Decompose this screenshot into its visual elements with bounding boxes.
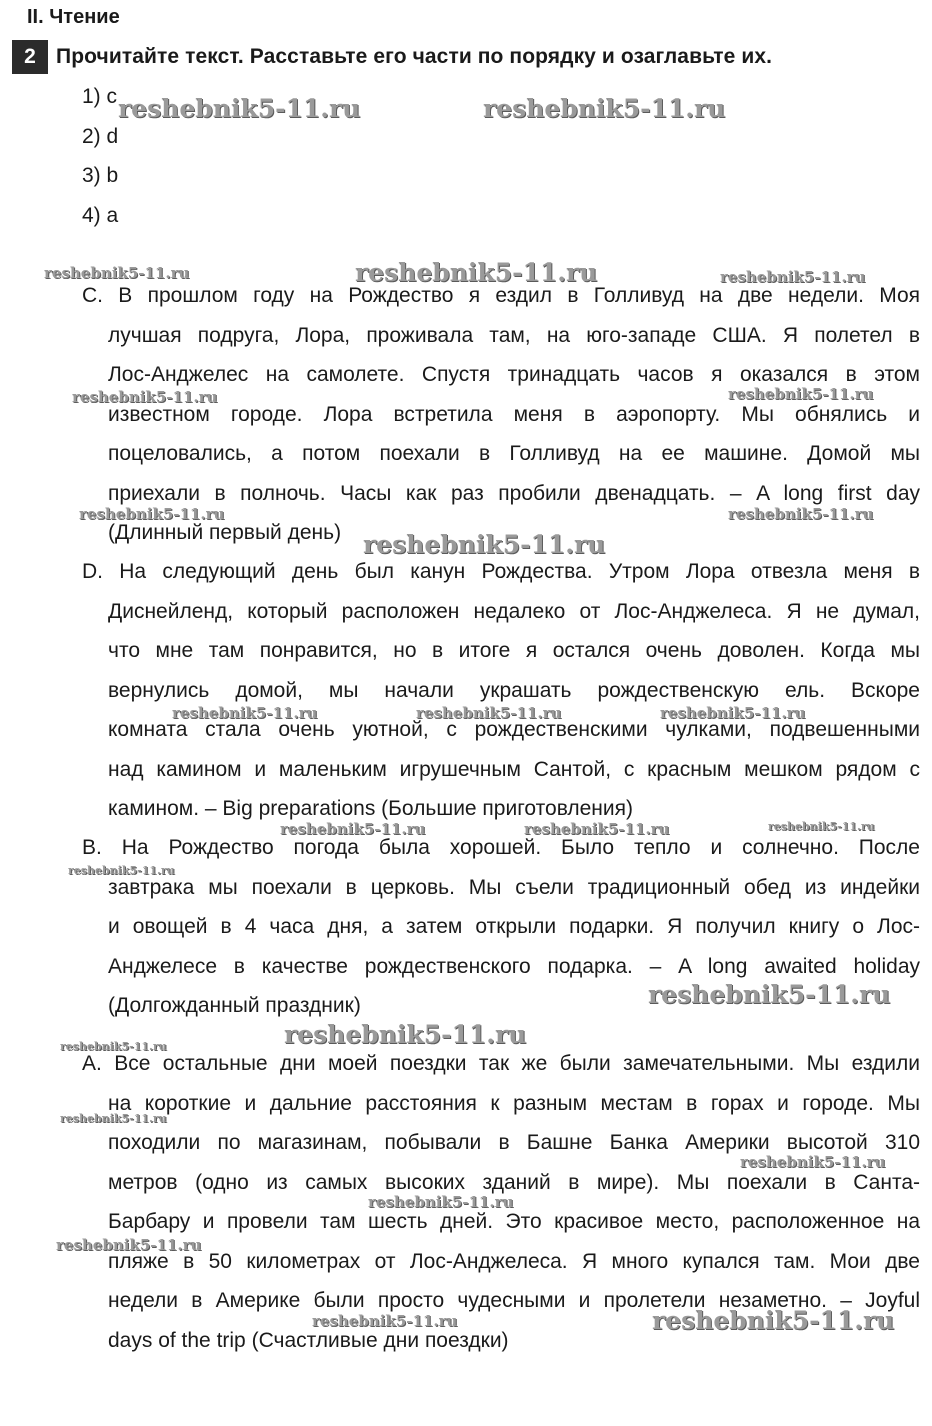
watermark: reshebnik5-11.ru [720,268,866,286]
paragraph-b [82,828,920,1026]
paragraph-line: недели в Америке были просто чудесными и пролетели незаметно. – Joyful [108,1289,920,1312]
watermark: reshebnik5-11.ru [652,1306,895,1335]
watermark: reshebnik5-11.ru [172,704,318,722]
watermark: reshebnik5-11.ru [68,864,175,877]
paragraph-line: Диснейленд, который расположен недалеко от Лос-Анджелеса. Я не думал, [108,599,920,623]
paragraph-a [82,1044,920,1360]
watermark: reshebnik5-11.ru [363,530,606,559]
watermark: reshebnik5-11.ru [60,1040,167,1053]
watermark: reshebnik5-11.ru [740,1153,886,1171]
section-title: II. Чтение [27,6,120,28]
paragraph-line: days of the trip (Счастливые дни поездки) [108,1328,509,1352]
task-number-badge: 2 [12,40,48,74]
paragraph-line: вернулись домой, мы начали украшать рождественскую ель. Вскоре [108,678,920,702]
paragraph-line: поцеловались, а потом поехали в Голливуд на ее машине. Домой мы [108,442,920,465]
paragraph-line: приехали в полночь. Часы как раз пробили двенадцать. – A long first day [108,481,920,505]
answer-item: 2) d [82,124,119,148]
task-header [12,40,772,74]
paragraph-line: D. На следующий день был канун Рождества. Утром Лора отвезла меня в [82,560,920,583]
paragraph-line: (Длинный первый день) [108,521,342,544]
paragraph-d [82,552,920,829]
paragraph-line: походили по магазинам, побывали в Башне Банка Америки высотой 310 [108,1131,920,1154]
paragraph-line: пляже в 50 километрах от Лос-Анджелеса. Я много купался там. Мои две [108,1249,920,1273]
watermark: reshebnik5-11.ru [648,980,891,1009]
paragraph-line: (Долгожданный праздник) [108,994,361,1017]
watermark: reshebnik5-11.ru [355,258,598,287]
watermark: reshebnik5-11.ru [118,94,361,123]
answer-item: 3) b [82,164,119,187]
watermark: reshebnik5-11.ru [728,505,874,523]
paragraph-line: Лос-Анджелес на самолете. Спустя тринадцать часов я оказался в этом [108,363,920,386]
paragraph-line: камином. – Big preparations (Большие приготовления) [108,797,633,820]
paragraph-c [82,276,920,553]
watermark: reshebnik5-11.ru [284,1020,527,1049]
watermark: reshebnik5-11.ru [44,264,190,282]
watermark: reshebnik5-11.ru [768,820,875,833]
watermark: reshebnik5-11.ru [728,385,874,403]
watermark: reshebnik5-11.ru [79,505,225,523]
paragraph-line: комната стала очень уютной, с рождественскими чулками, подвешенными [108,718,920,741]
watermark: reshebnik5-11.ru [483,94,726,123]
paragraph-line: завтрака мы поехали в церковь. Мы съели традиционный обед из индейки [108,875,920,899]
answer-item: 1) c [82,85,118,108]
paragraph-line: A. Все остальные дни моей поездки так же были замечательными. Мы ездили [82,1052,920,1075]
watermark: reshebnik5-11.ru [280,820,426,838]
answer-list [82,84,118,242]
watermark: reshebnik5-11.ru [524,820,670,838]
watermark: reshebnik5-11.ru [312,1312,458,1330]
paragraph-line: B. На Рождество погода была хорошей. Было тепло и солнечно. После [82,836,920,859]
paragraph-line: что мне там понравится, но в итоге я остался очень доволен. Когда мы [108,639,920,662]
watermark: reshebnik5-11.ru [56,1236,202,1254]
paragraph-line: лучшая подруга, Лора, проживала там, на юго-западе США. Я полетел в [108,323,920,347]
watermark: reshebnik5-11.ru [660,704,806,722]
paragraph-line: метров (одно из самых высоких зданий в мире). Мы поехали в Санта- [108,1170,920,1194]
task-instruction: Прочитайте текст. Расставьте его части по порядку и озаглавьте их. [56,45,773,68]
paragraph-line: Барбару и провели там шесть дней. Это красивое место, расположенное на [108,1210,920,1233]
paragraph-line: известном городе. Лора встретила меня в аэропорту. Мы обнялись и [108,402,920,426]
paragraph-line: на короткие и дальние расстояния к разным местам в горах и городе. Мы [108,1091,920,1115]
watermark: reshebnik5-11.ru [416,704,562,722]
watermark: reshebnik5-11.ru [368,1193,514,1211]
paragraph-line: C. В прошлом году на Рождество я ездил в Голливуд на две недели. Моя [82,284,920,307]
paragraph-line: над камином и маленьким игрушечным Сантой, с красным мешком рядом с [108,757,920,781]
watermark: reshebnik5-11.ru [60,1112,167,1125]
answer-item: 4) a [82,203,119,227]
paragraph-line: и овощей в 4 часа дня, а затем открыли подарки. Я получил книгу о Лос- [108,915,920,938]
watermark: reshebnik5-11.ru [72,388,218,406]
paragraph-line: Анджелесе в качестве рождественского подарка. – A long awaited holiday [108,954,920,978]
